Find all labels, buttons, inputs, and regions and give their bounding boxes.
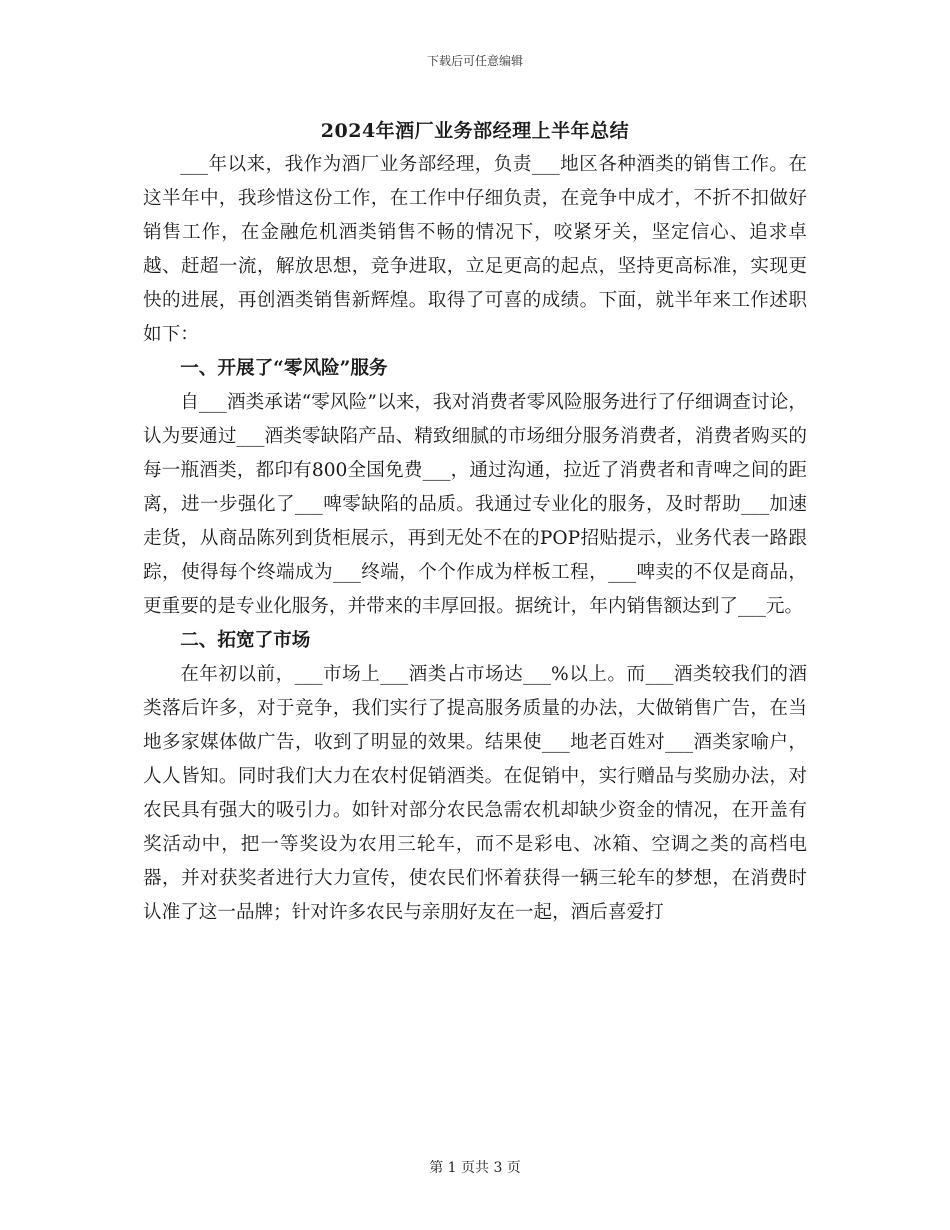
section-paragraph-2: 在年初以前，___市场上___酒类占市场达___%以上。而___酒类较我们的酒类落后许多，对于竞争，我们实行了提高服务质量的办法，大做销售广告，在当地多家媒体做广告，收到了明显的效果。结果使___地老百姓对___酒类家喻户，人人皆知。同时我们大力在农村促销酒类。在促销中，实行赠品与奖励办法，对农民具有强大的吸引力。如针对部分农民急需农机却缺少资金的情况，在开盖有奖活动中，把一等奖设为农用三轮车，而不是彩电、冰箱、空调之类的高档电器，并对获奖者进行大力宣传，使农民们怀着获得一辆三轮车的梦想，在消费时认准了这一品牌；针对许多农民与亲朋好友在一起，酒后喜爱打 [143, 664, 807, 923]
section-heading-1: 一、开展了“零风险”服务 [180, 358, 388, 379]
document-title: 2024年酒厂业务部经理上半年总结 [320, 120, 630, 142]
section-paragraph-1: 自___酒类承诺“零风险”以来，我对消费者零风险服务进行了仔细调查讨论，认为要通过___酒类零缺陷产品、精致细腻的市场细分服务消费者，消费者购买的每一瓶酒类，都印有800全国免费___，通过沟通，拉近了消费者和青啤之间的距离，进一步强化了___啤零缺陷的品质。我通过专业化的服务，及时帮助___加速走货，从商品陈列到货柜展示，再到无处不在的POP招贴提示，业务代表一路跟踪，使得每个终端成为___终端，个个作成为样板工程，___啤卖的不仅是商品，更重要的是专业化服务，并带来的丰厚回报。据统计，年内销售额达到了___元。 [143, 392, 807, 617]
document-body [143, 148, 807, 930]
section-heading-2: 二、拓宽了市场 [180, 630, 311, 651]
header-note: 下载后可任意编辑 [426, 54, 523, 68]
intro-paragraph: ___年以来，我作为酒厂业务部经理，负责___地区各种酒类的销售工作。在这半年中，我珍惜这份工作，在工作中仔细负责，在竞争中成才，不折不扣做好销售工作，在金融危机酒类销售不畅的情况下，咬紧牙关，坚定信心、追求卓越、赶超一流，解放思想，竞争进取，立足更高的起点，坚持更高标准，实现更快的进展，再创酒类销售新辉煌。取得了可喜的成绩。下面，就半年来工作述职如下： [143, 154, 807, 345]
page-number: 第 1 页共 3 页 [429, 1160, 521, 1176]
